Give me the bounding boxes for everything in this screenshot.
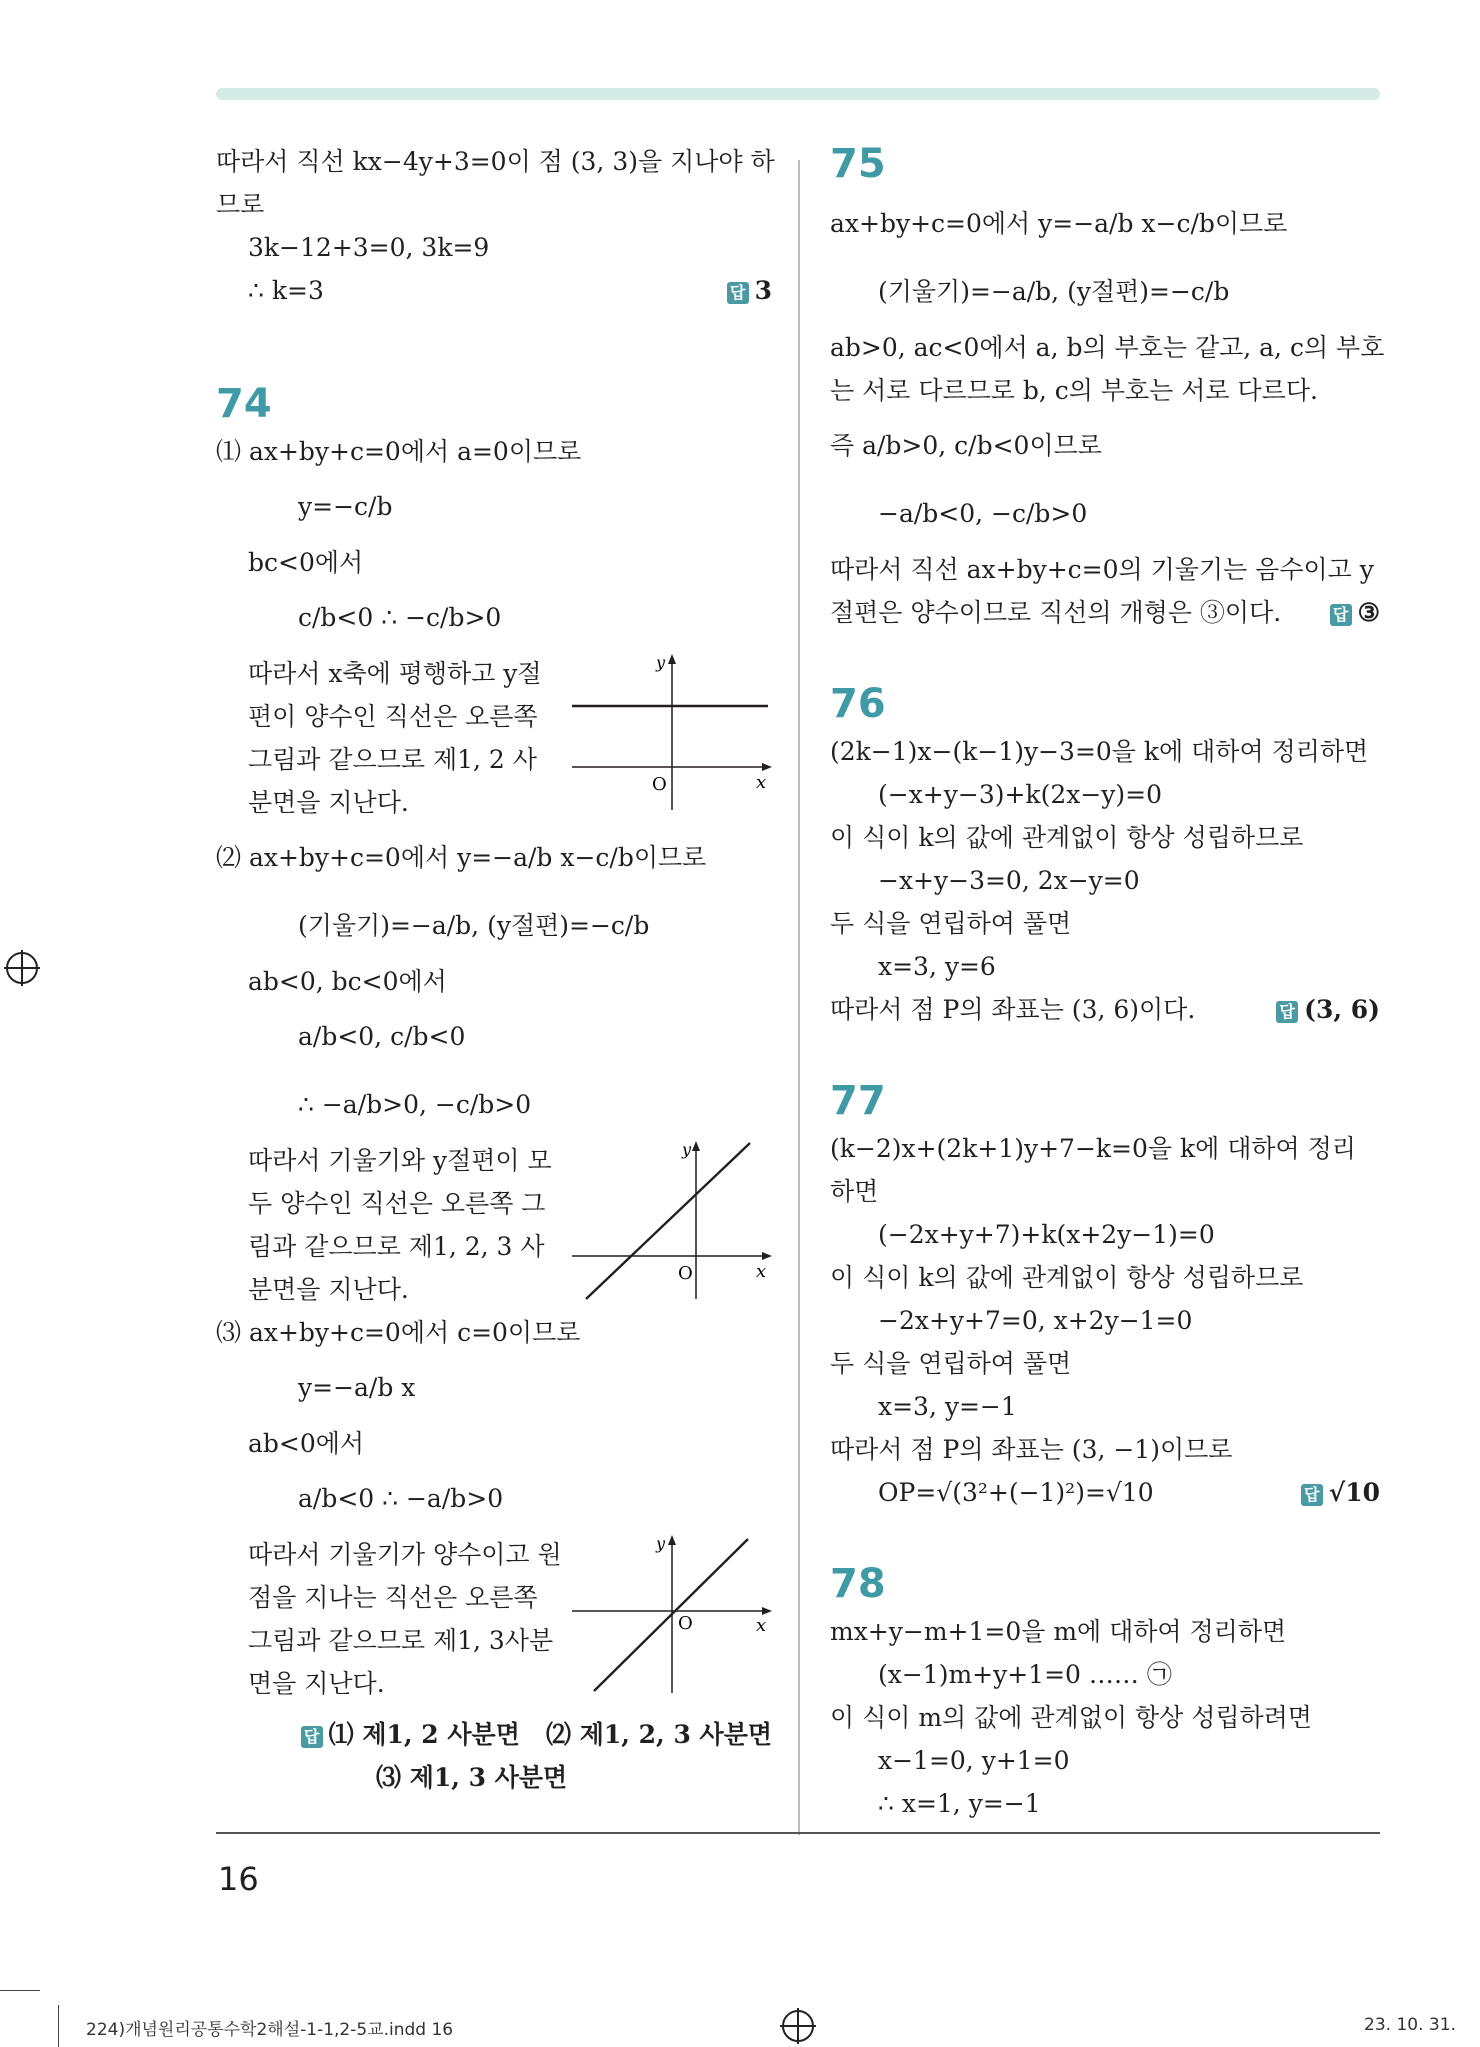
footer-file: 224)개념원리공통수학2해설-1-1,2-5교.indd 16: [86, 2020, 454, 2040]
problem-number-78: 78: [830, 1561, 886, 1607]
x-axis-label: x: [756, 772, 767, 793]
answer-73: [727, 269, 772, 312]
right-column: [830, 140, 1385, 1825]
text-line: 두 식을 연립하여 풀면: [830, 909, 1072, 938]
text-line: 점을 지나는 직선은 오른쪽: [248, 1583, 538, 1612]
equation: −a/b<0, −c/b>0: [878, 499, 1088, 528]
column-divider: [798, 160, 800, 1835]
equation: x=3, y=6: [878, 952, 996, 981]
footer-date: 23. 10. 31.: [1364, 2015, 1456, 2035]
answer-77: [1301, 1471, 1380, 1514]
page-number: 16: [218, 1860, 259, 1898]
equation: (−x+y−3)+k(2x−y)=0: [878, 780, 1163, 809]
text-line: 분면을 지난다.: [248, 788, 409, 817]
equation: c/b<0 ∴ −c/b>0: [298, 603, 502, 632]
answer-tag-icon: 답: [1276, 1001, 1298, 1023]
crop-mark: [58, 2005, 59, 2047]
answer-value: ⑴ 제1, 2 사분면: [328, 1720, 520, 1749]
answer-tag-icon: 답: [301, 1726, 323, 1748]
equation-row: [216, 269, 772, 312]
text-line: 분면을 지난다.: [248, 1275, 409, 1304]
equation: (−2x+y+7)+k(x+2y−1)=0: [878, 1220, 1215, 1249]
y-axis-label: y: [656, 653, 666, 672]
equation: a/b<0, c/b<0: [298, 1022, 466, 1051]
text-line: ab<0, bc<0에서: [248, 967, 447, 996]
x-axis-label: x: [756, 1615, 767, 1636]
text-line: 이 식이 k의 값에 관계없이 항상 성립하므로: [830, 1263, 1304, 1292]
origin-label: O: [678, 1263, 693, 1284]
text-line: 그림과 같으므로 제1, 2 사: [248, 745, 537, 774]
text-line: 므로: [216, 190, 265, 219]
y-axis-label: y: [656, 1534, 666, 1553]
equation: a/b<0 ∴ −a/b>0: [298, 1484, 504, 1513]
equation: x−1=0, y+1=0: [878, 1746, 1070, 1775]
problem-number-74: 74: [216, 381, 272, 427]
text-line: 하면: [830, 1177, 879, 1206]
equation: ax+by+c=0에서 y=−a/b x−c/b이므로: [830, 209, 1288, 238]
text-line: 두 식을 연립하여 풀면: [830, 1349, 1072, 1378]
text-line: 따라서 x축에 평행하고 y절: [248, 659, 542, 688]
text-line: 따라서 직선 ax+by+c=0의 기울기는 음수이고 y: [830, 555, 1374, 584]
text-line: 는 서로 다르므로 b, c의 부호는 서로 다르다.: [830, 376, 1318, 405]
origin-label: O: [678, 1613, 693, 1634]
text-line: (k−2)x+(2k+1)y+7−k=0을 k에 대하여 정리: [830, 1134, 1356, 1163]
solution-with-graph-2: [216, 1139, 772, 1311]
registration-mark-icon: [6, 952, 38, 984]
text-line: 따라서 기울기가 양수이고 원: [248, 1540, 562, 1569]
equation: (기울기)=−a/b, (y절편)=−c/b: [878, 277, 1230, 306]
equation: 즉 a/b>0, c/b<0이므로: [830, 431, 1102, 460]
answer-tag-icon: 답: [1330, 604, 1352, 626]
answer-tag-icon: 답: [727, 282, 749, 304]
text-line: 그림과 같으므로 제1, 3사분: [248, 1626, 554, 1655]
equation: ∴ x=1, y=−1: [878, 1789, 1041, 1818]
solution-with-graph-1: [216, 652, 772, 824]
equation-row: [830, 1471, 1380, 1514]
equation: −2x+y+7=0, x+2y−1=0: [878, 1306, 1193, 1335]
equation: OP=√(3²+(−1)²)=√10: [878, 1478, 1154, 1507]
equation: ∴ −a/b>0, −c/b>0: [298, 1090, 532, 1119]
text-line: 따라서 직선 kx−4y+3=0이 점 (3, 3)을 지나야 하: [216, 147, 775, 176]
text-line-with-answer: [830, 988, 1380, 1031]
header-bar: [216, 88, 1380, 100]
text-line: ⑶ ax+by+c=0에서 c=0이므로: [216, 1318, 581, 1347]
text-line: 림과 같으므로 제1, 2, 3 사: [248, 1232, 545, 1261]
answer-value: ⑶ 제1, 3 사분면: [376, 1763, 568, 1792]
equation: y=−a/b x: [298, 1373, 416, 1402]
crop-mark: [0, 1990, 40, 1991]
answer-74-line1: [216, 1713, 772, 1756]
text-line: 따라서 기울기와 y절편이 모: [248, 1146, 552, 1175]
text-line-with-answer: [830, 591, 1380, 634]
equation: −x+y−3=0, 2x−y=0: [878, 866, 1140, 895]
answer-value: ⑵ 제1, 2, 3 사분면: [545, 1720, 772, 1749]
equation: x=3, y=−1: [878, 1392, 1017, 1421]
answer-value: ③: [1357, 598, 1380, 627]
left-column: [216, 140, 775, 1799]
text-line: 이 식이 m의 값에 관계없이 항상 성립하려면: [830, 1703, 1312, 1732]
solution-with-graph-3: [216, 1533, 772, 1705]
answer-value: (3, 6): [1304, 995, 1380, 1024]
problem-number-76: 76: [830, 681, 886, 727]
text-line: 이 식이 k의 값에 관계없이 항상 성립하므로: [830, 823, 1304, 852]
text-line: 편이 양수인 직선은 오른쪽: [248, 702, 538, 731]
text-line: 절편은 양수이므로 직선의 개형은 ③이다.: [830, 598, 1282, 627]
answer-value: √10: [1328, 1478, 1380, 1507]
graph-line-through-origin: [572, 1533, 772, 1698]
x-axis-label: x: [756, 1261, 767, 1282]
text-line: 따라서 점 P의 좌표는 (3, 6)이다.: [830, 995, 1196, 1024]
graph-positive-slope-line: [572, 1139, 772, 1304]
equation: ⑵ ax+by+c=0에서 y=−a/b x−c/b이므로: [216, 843, 707, 872]
text-line: 두 양수인 직선은 오른쪽 그: [248, 1189, 546, 1218]
text-line: (2k−1)x−(k−1)y−3=0을 k에 대하여 정리하면: [830, 737, 1369, 766]
equation: (기울기)=−a/b, (y절편)=−c/b: [298, 911, 650, 940]
answer-76: [1276, 988, 1380, 1031]
text-line: 따라서 점 P의 좌표는 (3, −1)이므로: [830, 1435, 1233, 1464]
answer-74-line2: [216, 1756, 772, 1799]
text-line: 면을 지난다.: [248, 1669, 385, 1698]
text-line: ab<0에서: [248, 1429, 365, 1458]
equation: 3k−12+3=0, 3k=9: [248, 233, 490, 262]
equation: ∴ k=3: [248, 276, 324, 305]
origin-label: O: [652, 774, 667, 795]
equation: (x−1)m+y+1=0 …… ㉠: [878, 1660, 1172, 1689]
answer-tag-icon: 답: [1301, 1484, 1323, 1506]
graph-horizontal-line: [572, 652, 772, 812]
registration-mark-icon: [782, 2010, 814, 2042]
y-axis-label: y: [682, 1140, 692, 1159]
equation: y=−c/b: [298, 492, 393, 521]
text-line: bc<0에서: [248, 548, 364, 577]
problem-number-77: 77: [830, 1078, 886, 1124]
text-line: ab>0, ac<0에서 a, b의 부호는 같고, a, c의 부호: [830, 333, 1385, 362]
problem-number-75: 75: [830, 141, 886, 187]
answer-75: [1330, 591, 1380, 634]
answer-value: 3: [754, 276, 772, 305]
text-line: ⑴ ax+by+c=0에서 a=0이므로: [216, 437, 582, 466]
bottom-rule: [216, 1832, 1380, 1834]
text-line: mx+y−m+1=0을 m에 대하여 정리하면: [830, 1617, 1287, 1646]
